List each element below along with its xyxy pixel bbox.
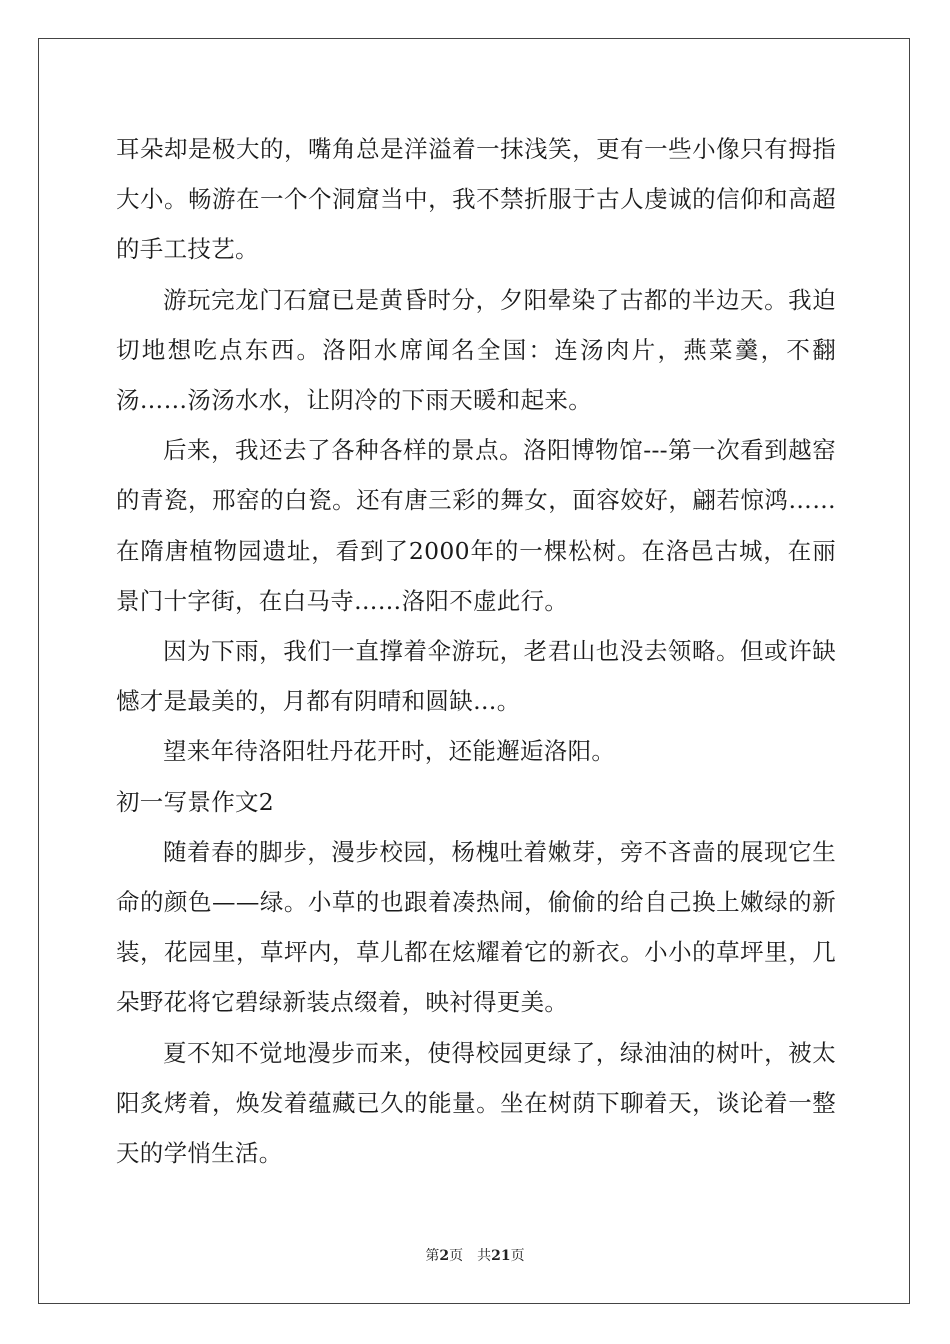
page-footer (0, 1245, 950, 1265)
document-body (116, 124, 836, 1178)
total-label-suffix: 页 (510, 1248, 525, 1264)
paragraph: 望来年待洛阳牡丹花开时，还能邂逅洛阳。 (163, 737, 616, 766)
paragraph: 因为下雨，我们一直撑着伞游玩，老君山也没去领略。但或许缺憾才是最美的，月都有阴晴和圆缺…。 (116, 637, 836, 716)
page-number: 2 (439, 1248, 450, 1264)
section-heading: 初一写景作文2 (116, 787, 275, 816)
total-pages: 21 (491, 1248, 511, 1264)
paragraph: 夏不知不觉地漫步而来，使得校园更绿了，绿油油的树叶，被太阳炙烤着，焕发着蕴藏已久的能量。坐在树荫下聊着天，谈论着一整天的学悄生活。 (116, 1038, 836, 1168)
paragraph: 游玩完龙门石窟已是黄昏时分，夕阳晕染了古都的半边天。我迫切地想吃点东西。洛阳水席闻名全国：连汤肉片，燕菜羹，不翻汤……汤汤水水，让阴冷的下雨天暖和起来。 (116, 285, 836, 415)
paragraph: 后来，我还去了各种各样的景点。洛阳博物馆---第一次看到越窑的青瓷，邢窑的白瓷。还有唐三彩的舞女，面容姣好，翩若惊鸿……在隋唐植物园遗址，看到了2000年的一棵松树。在洛邑古城，在丽景门十字街，在白马寺……洛阳不虚此行。 (116, 436, 836, 615)
page-label-suffix: 页 (449, 1248, 464, 1264)
paragraph: 随着春的脚步，漫步校园，杨槐吐着嫩芽，旁不吝啬的展现它生命的颜色——绿。小草的也跟着凑热闹，偷偷的给自己换上嫩绿的新装，花园里，草坪内，草儿都在炫耀着它的新衣。小小的草坪里，几朵野花将它碧绿新装点缀着，映衬得更美。 (116, 837, 836, 1017)
total-label-prefix: 共 (477, 1248, 492, 1264)
paragraph: 耳朵却是极大的，嘴角总是洋溢着一抹浅笑，更有一些小像只有拇指大小。畅游在一个个洞窟当中，我不禁折服于古人虔诚的信仰和高超的手工技艺。 (116, 135, 836, 264)
page-label-prefix: 第 (425, 1248, 440, 1264)
